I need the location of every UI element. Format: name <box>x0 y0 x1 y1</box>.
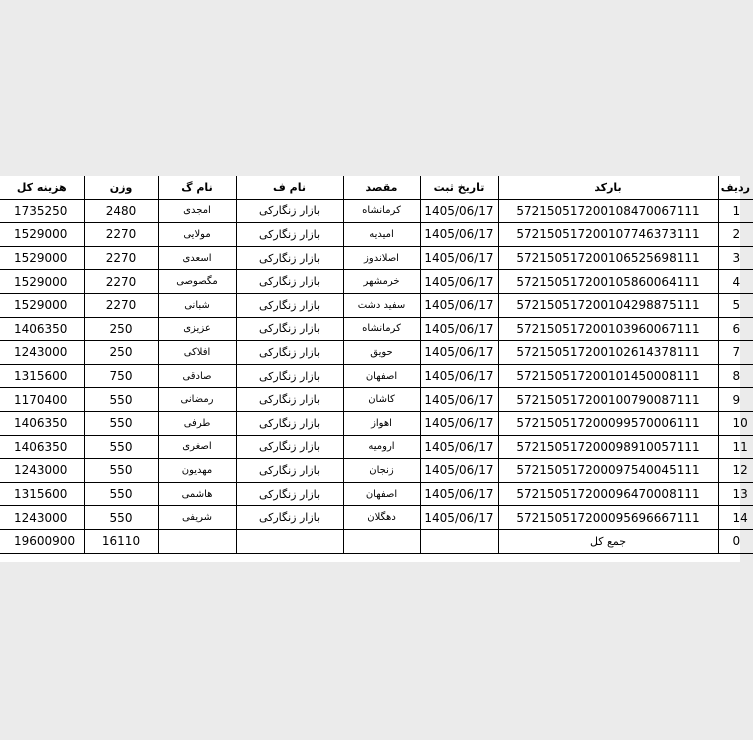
sender-cell: بازار زنگارکی <box>236 293 343 317</box>
row-index-cell: 6 <box>718 317 753 341</box>
sender-cell: بازار زنگارکی <box>236 317 343 341</box>
barcode-cell: 572150517200102614378111 <box>498 341 718 365</box>
total-empty-cell <box>343 529 420 553</box>
row-index-cell: 4 <box>718 270 753 294</box>
sender-cell: بازار زنگارکی <box>236 411 343 435</box>
weight-cell: 550 <box>84 435 158 459</box>
row-index-cell: 1 <box>718 199 753 223</box>
date-cell: 1405/06/17 <box>420 482 498 506</box>
receiver-cell: شریفی <box>158 506 236 530</box>
total-weight-cell: 16110 <box>84 529 158 553</box>
total-empty-cell <box>236 529 343 553</box>
table-body <box>0 199 753 553</box>
row-index-cell: 8 <box>718 364 753 388</box>
weight-cell: 2270 <box>84 293 158 317</box>
sender-cell: بازار زنگارکی <box>236 459 343 483</box>
shipment-table <box>0 176 753 554</box>
row-index-cell: 12 <box>718 459 753 483</box>
barcode-cell: 572150517200103960067111 <box>498 317 718 341</box>
destination-cell: زنجان <box>343 459 420 483</box>
table-row <box>0 435 753 459</box>
table-row <box>0 388 753 412</box>
row-index-cell: 9 <box>718 388 753 412</box>
header-destination: مقصد <box>343 176 420 199</box>
receiver-cell: امجدی <box>158 199 236 223</box>
row-index-cell: 7 <box>718 341 753 365</box>
table-row <box>0 411 753 435</box>
receiver-cell: افلاکی <box>158 341 236 365</box>
total-empty-cell <box>158 529 236 553</box>
barcode-cell: 572150517200101450008111 <box>498 364 718 388</box>
date-cell: 1405/06/17 <box>420 411 498 435</box>
total-empty-cell <box>420 529 498 553</box>
date-cell: 1405/06/17 <box>420 364 498 388</box>
weight-cell: 550 <box>84 459 158 483</box>
total-label-cell: جمع کل <box>498 529 718 553</box>
receiver-cell: صادقی <box>158 364 236 388</box>
barcode-cell: 572150517200107746373111 <box>498 223 718 247</box>
barcode-cell: 572150517200099570006111 <box>498 411 718 435</box>
barcode-cell: 572150517200100790087111 <box>498 388 718 412</box>
destination-cell: حویق <box>343 341 420 365</box>
table-row <box>0 246 753 270</box>
weight-cell: 2480 <box>84 199 158 223</box>
barcode-cell: 572150517200095696667111 <box>498 506 718 530</box>
sender-cell: بازار زنگارکی <box>236 246 343 270</box>
destination-cell: اصفهان <box>343 364 420 388</box>
weight-cell: 550 <box>84 411 158 435</box>
destination-cell: اصلاندوز <box>343 246 420 270</box>
date-cell: 1405/06/17 <box>420 388 498 412</box>
destination-cell: دهگلان <box>343 506 420 530</box>
row-index-cell: 2 <box>718 223 753 247</box>
cost-cell: 1529000 <box>0 293 84 317</box>
weight-cell: 2270 <box>84 223 158 247</box>
row-index-cell: 13 <box>718 482 753 506</box>
receiver-cell: عزیزی <box>158 317 236 341</box>
cost-cell: 1406350 <box>0 317 84 341</box>
table-row <box>0 293 753 317</box>
receiver-cell: طرفی <box>158 411 236 435</box>
receiver-cell: مگصوصی <box>158 270 236 294</box>
barcode-cell: 572150517200097540045111 <box>498 459 718 483</box>
destination-cell: اهواز <box>343 411 420 435</box>
barcode-cell: 572150517200098910057111 <box>498 435 718 459</box>
cost-cell: 1529000 <box>0 223 84 247</box>
receiver-cell: مهدیون <box>158 459 236 483</box>
cost-cell: 1735250 <box>0 199 84 223</box>
header-row <box>0 176 753 199</box>
header-weight: وزن <box>84 176 158 199</box>
sender-cell: بازار زنگارکی <box>236 270 343 294</box>
header-receiver: نام گ <box>158 176 236 199</box>
sender-cell: بازار زنگارکی <box>236 223 343 247</box>
row-index-cell: 3 <box>718 246 753 270</box>
receiver-cell: شبانی <box>158 293 236 317</box>
header-barcode: بارکد <box>498 176 718 199</box>
barcode-cell: 572150517200096470008111 <box>498 482 718 506</box>
total-index-cell: 0 <box>718 529 753 553</box>
weight-cell: 2270 <box>84 246 158 270</box>
table-row <box>0 317 753 341</box>
receiver-cell: هاشمی <box>158 482 236 506</box>
weight-cell: 750 <box>84 364 158 388</box>
destination-cell: امیدیه <box>343 223 420 247</box>
sender-cell: بازار زنگارکی <box>236 506 343 530</box>
table-row <box>0 506 753 530</box>
row-index-cell: 11 <box>718 435 753 459</box>
destination-cell: ارومیه <box>343 435 420 459</box>
table-row <box>0 199 753 223</box>
header-index: ردیف <box>718 176 753 199</box>
date-cell: 1405/06/17 <box>420 293 498 317</box>
date-cell: 1405/06/17 <box>420 223 498 247</box>
date-cell: 1405/06/17 <box>420 199 498 223</box>
receiver-cell: اصغری <box>158 435 236 459</box>
sender-cell: بازار زنگارکی <box>236 364 343 388</box>
barcode-cell: 572150517200105860064111 <box>498 270 718 294</box>
row-index-cell: 10 <box>718 411 753 435</box>
destination-cell: سفید دشت <box>343 293 420 317</box>
weight-cell: 550 <box>84 506 158 530</box>
receiver-cell: رمضانی <box>158 388 236 412</box>
receiver-cell: مولایی <box>158 223 236 247</box>
date-cell: 1405/06/17 <box>420 246 498 270</box>
header-date: تاریخ ثبت <box>420 176 498 199</box>
spreadsheet-sheet <box>0 176 750 562</box>
barcode-cell: 572150517200104298875111 <box>498 293 718 317</box>
date-cell: 1405/06/17 <box>420 506 498 530</box>
cost-cell: 1315600 <box>0 482 84 506</box>
cost-cell: 1170400 <box>0 388 84 412</box>
cost-cell: 1529000 <box>0 270 84 294</box>
destination-cell: کرمانشاه <box>343 199 420 223</box>
table-row <box>0 364 753 388</box>
row-index-cell: 5 <box>718 293 753 317</box>
date-cell: 1405/06/17 <box>420 317 498 341</box>
total-row <box>0 529 753 553</box>
table-row <box>0 270 753 294</box>
destination-cell: خرمشهر <box>343 270 420 294</box>
cost-cell: 1243000 <box>0 459 84 483</box>
weight-cell: 550 <box>84 482 158 506</box>
sender-cell: بازار زنگارکی <box>236 435 343 459</box>
table-row <box>0 341 753 365</box>
cost-cell: 1315600 <box>0 364 84 388</box>
destination-cell: کاشان <box>343 388 420 412</box>
destination-cell: اصفهان <box>343 482 420 506</box>
header-sender: نام ف <box>236 176 343 199</box>
weight-cell: 250 <box>84 341 158 365</box>
cost-cell: 1406350 <box>0 435 84 459</box>
date-cell: 1405/06/17 <box>420 341 498 365</box>
date-cell: 1405/06/17 <box>420 435 498 459</box>
date-cell: 1405/06/17 <box>420 270 498 294</box>
barcode-cell: 572150517200108470067111 <box>498 199 718 223</box>
cost-cell: 1243000 <box>0 341 84 365</box>
sender-cell: بازار زنگارکی <box>236 482 343 506</box>
cost-cell: 1529000 <box>0 246 84 270</box>
header-cost: هزینه کل <box>0 176 84 199</box>
row-index-cell: 14 <box>718 506 753 530</box>
barcode-cell: 572150517200106525698111 <box>498 246 718 270</box>
date-cell: 1405/06/17 <box>420 459 498 483</box>
receiver-cell: اسعدی <box>158 246 236 270</box>
table-row <box>0 459 753 483</box>
sender-cell: بازار زنگارکی <box>236 199 343 223</box>
cost-cell: 1406350 <box>0 411 84 435</box>
destination-cell: کرمانشاه <box>343 317 420 341</box>
table-row <box>0 223 753 247</box>
weight-cell: 250 <box>84 317 158 341</box>
table-row <box>0 482 753 506</box>
total-cost-cell: 19600900 <box>0 529 84 553</box>
cost-cell: 1243000 <box>0 506 84 530</box>
sender-cell: بازار زنگارکی <box>236 341 343 365</box>
weight-cell: 2270 <box>84 270 158 294</box>
weight-cell: 550 <box>84 388 158 412</box>
sender-cell: بازار زنگارکی <box>236 388 343 412</box>
